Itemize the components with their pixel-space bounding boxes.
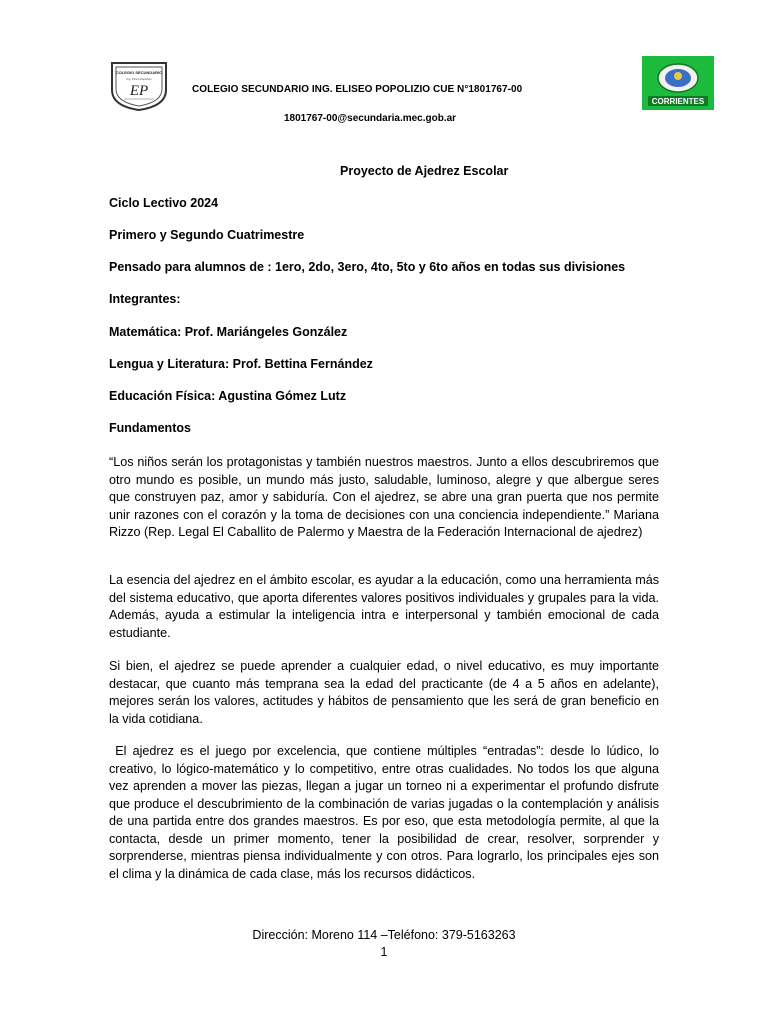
school-name: COLEGIO SECUNDARIO ING. ELISEO POPOLIZIO CUE N°1801767-00 <box>192 84 523 95</box>
heading-matematica: Matemática: Prof. Mariángeles González <box>109 325 348 339</box>
heading-alumnos: Pensado para alumnos de : 1ero, 2do, 3ero, 4to, 5to y 6to años en todas sus divisiones <box>109 260 626 274</box>
svg-text:CORRIENTES: CORRIENTES <box>651 97 705 106</box>
paragraph-edad: Si bien, el ajedrez se puede aprender a cualquier edad, o nivel educativo, es muy importante destacar, que cuanto más temprana sea la edad del practicante (de 4 a 5 años en adelante), mejores serán los valores, actitudes y hábitos de pensamiento que les será de gran beneficio en la vida cotidiana. <box>109 659 659 726</box>
heading-fundamentos: Fundamentos <box>109 421 191 435</box>
document-title: Proyecto de Ajedrez Escolar <box>340 164 509 178</box>
svg-text:Ing. Eliseo Popolizio: Ing. Eliseo Popolizio <box>126 77 152 81</box>
heading-integrantes: Integrantes: <box>109 292 181 306</box>
paragraph-quote: “Los niños serán los protagonistas y también nuestros maestros. Junto a ellos descubriremos que otro mundo es posible, un mundo más justo, saludable, luminoso, alegre y que albergue seres que construyen paz, amor y sabiduría. Con el ajedrez, se abre una gran puerta que nos permite unir razones con el corazón y la toma de decisiones con una conciencia independiente.” Mariana Rizzo (Rep. Legal El Caballito de Palermo y Maestra de la Federación Internacional de ajedrez) <box>109 455 659 539</box>
footer-address: Dirección: Moreno 114 –Teléfono: 379-5163263 <box>252 928 516 942</box>
heading-cuatrimestre: Primero y Segundo Cuatrimestre <box>109 228 305 242</box>
paragraph-juego: El ajedrez es el juego por excelencia, que contiene múltiples “entradas”: desde lo lúdico, lo creativo, lo lógico-matemático y lo competitivo, entre otras cualidades. No todos los que alguna vez aprenden a mover las piezas, llegan a jugar un torneo ni a experimentar el profundo disfrute que produce el descubrimiento de la combinación de varias jugadas o la contemplación y análisis de una partida entre dos grandes maestros. Es por eso, que esta metodología permite, al que la contacta, desde un primer momento, tener la posibilidad de crear, resolver, sorprender y sorprenderse, mientras piensa individualmente y con otros. Para lograrlo, los principales ejes son el clima y la dinámica de cada clase, más los recursos didácticos. <box>109 744 663 881</box>
heading-lengua: Lengua y Literatura: Prof. Bettina Fernández <box>109 357 373 371</box>
page-number: 1 <box>380 945 388 959</box>
heading-educacion-fisica: Educación Física: Agustina Gómez Lutz <box>109 389 347 403</box>
paragraph-esencia: La esencia del ajedrez en el ámbito escolar, es ayudar a la educación, como una herramienta más del sistema educativo, que aporta diferentes valores positivos individuales y grupales para la vida. Además, ayuda a estimular la inteligencia intra e interpersonal y también emocional de cada estudiante. <box>109 573 659 640</box>
svg-text:EP: EP <box>129 83 149 99</box>
school-crest-logo <box>108 60 170 112</box>
heading-ciclo-lectivo: Ciclo Lectivo 2024 <box>109 196 219 210</box>
school-email: 1801767-00@secundaria.mec.gob.ar <box>284 113 457 124</box>
svg-text:COLEGIO SECUNDARIO: COLEGIO SECUNDARIO <box>115 70 163 75</box>
corrientes-logo <box>642 56 714 110</box>
